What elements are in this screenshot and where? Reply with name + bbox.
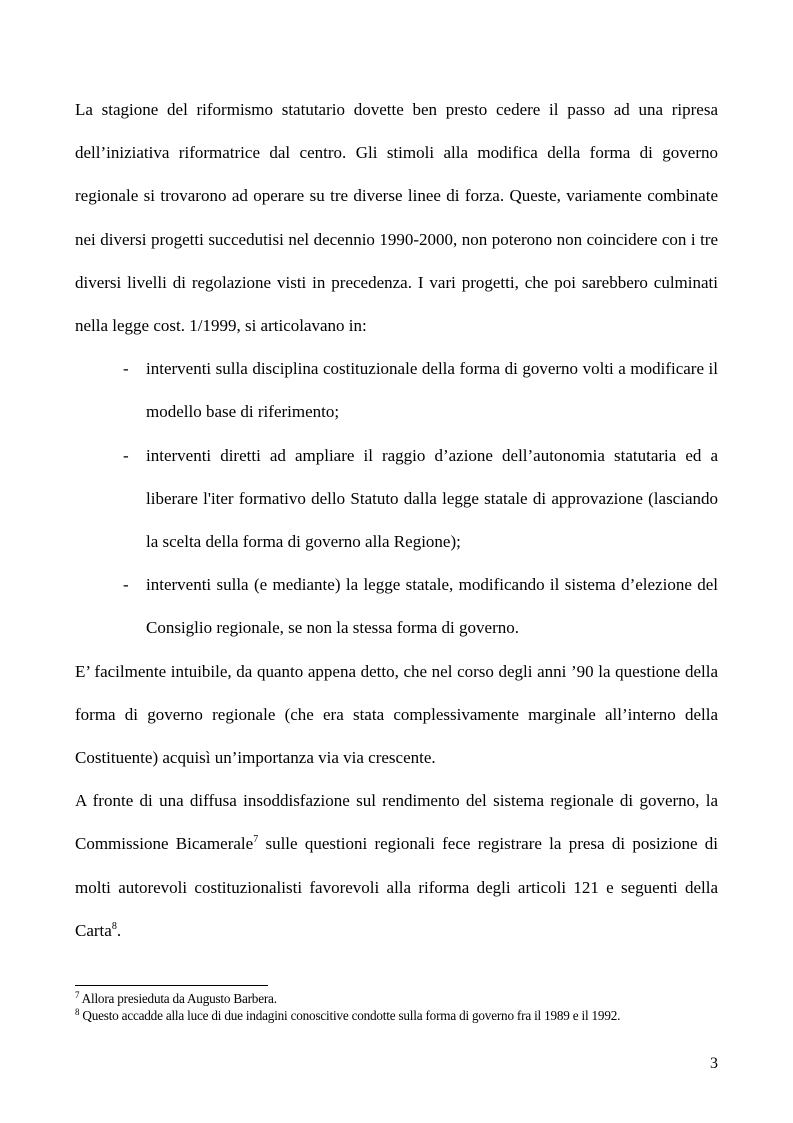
list-item-text: interventi sulla (e mediante) la legge statale, modificando il sistema d’elezione del Consiglio regionale, se non la stessa forma di governo. [146,575,718,638]
list-bullet: - [123,575,129,595]
footnote-text: Questo accadde alla luce di due indagini conoscitive condotte sulla forma di governo fra il 1989 e il 1992. [79,1008,621,1023]
footnotes [75,990,718,1024]
list-bullet: - [123,445,129,465]
list-item [75,347,718,433]
footnote-divider [75,985,268,986]
paragraph-3-text-c: . [116,920,122,940]
list-item [75,434,718,564]
paragraph-3-text-a: A fronte di una diffusa insoddisfazione sul rendimento del sistema regionale di governo, la Commissione Bicamerale [75,791,718,854]
footnote-number: 8 [75,1007,80,1017]
reform-list [75,347,718,649]
footnote-ref-8[interactable]: 8 [111,920,117,932]
paragraph-3 [75,779,718,952]
list-item [75,563,718,649]
list-item-text: interventi sulla disciplina costituzionale della forma di governo volti a modificare il modello base di riferimento; [146,359,718,422]
body-text [75,88,718,952]
footnote-7 [75,990,718,1007]
list-item-text: interventi diretti ad ampliare il raggio d’azione dell’autonomia statutaria ed a liberare l'iter formativo dello Statuto dalla legge statale di approvazione (lasciando la scelta della forma di governo alla Regione); [146,445,718,552]
footnote-8 [75,1007,718,1024]
paragraph-1: La stagione del riformismo statutario dovette ben presto cedere il passo ad una ripresa dell’iniziativa riformatrice dal centro. Gli stimoli alla modifica della forma di governo regionale si trovarono ad operare su tre diverse linee di forza. Queste, variamente combinate nei diversi progetti succedutisi nel decennio 1990-2000, non poterono non coincidere con i tre diversi livelli di regolazione visti in precedenza. I vari progetti, che poi sarebbero culminati nella legge cost. 1/1999, si articolavano in: [75,100,718,336]
list-bullet: - [123,359,129,379]
paragraph-2: E’ facilmente intuibile, da quanto appena detto, che nel corso degli anni ’90 la questione della forma di governo regionale (che era stata complessivamente marginale all’interno della Costituente) acquisì un’importanza via via crescente. [75,661,718,768]
footnote-text: Allora presieduta da Augusto Barbera. [79,991,277,1006]
page-number: 3 [710,1055,718,1072]
footnote-number: 7 [75,990,80,1000]
footnote-ref-7[interactable]: 7 [253,834,259,846]
paragraph-3-text-b: sulle questioni regionali fece registrare la presa di posizione di molti autorevoli costituzionalisti favorevoli alla riforma degli articoli 121 e seguenti della Carta [75,834,719,940]
